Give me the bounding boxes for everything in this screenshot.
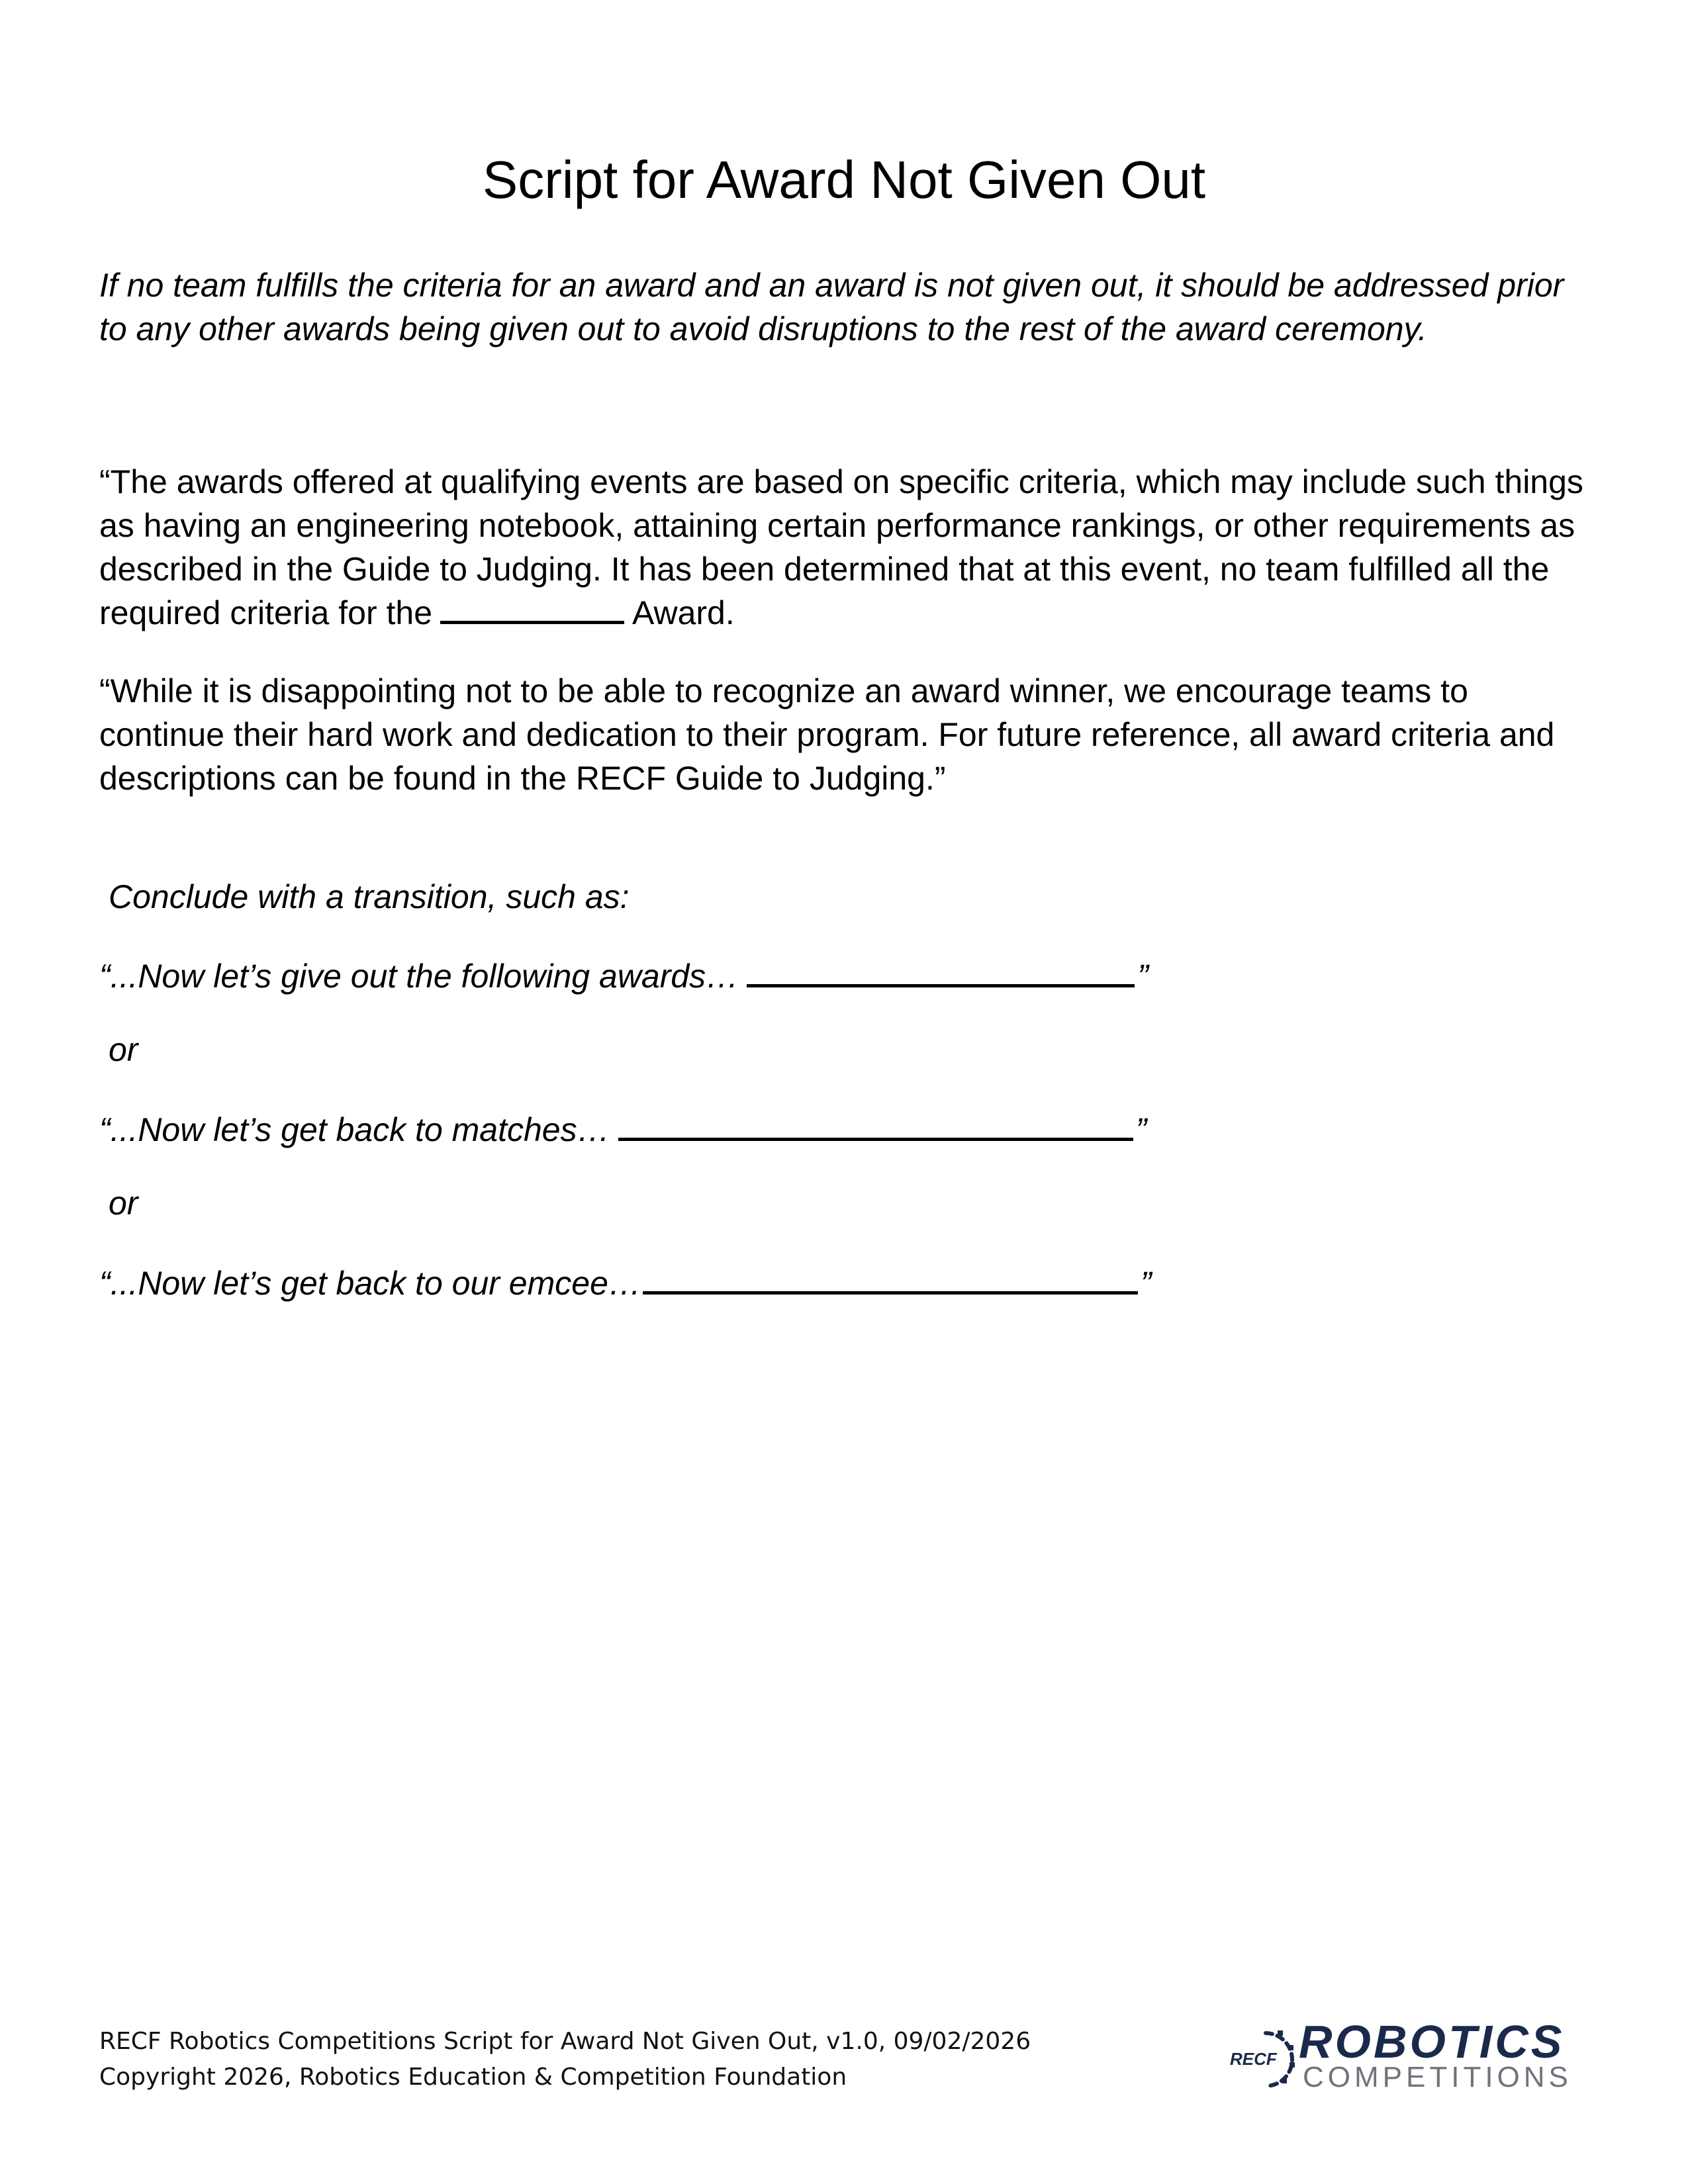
logo-robotics-text: ROBOTICS	[1299, 2016, 1565, 2068]
fill-in-blank	[643, 1258, 1138, 1295]
page-title: Script for Award Not Given Out	[482, 150, 1206, 209]
transition-intro: Conclude with a transition, such as:	[109, 878, 630, 915]
close-quote: ”	[1137, 958, 1149, 995]
transition-option-awards	[99, 951, 1149, 998]
footer	[99, 2024, 1031, 2095]
close-quote: ”	[1135, 1111, 1147, 1148]
intro-instruction: If no team fulfills the criteria for an award and an award is not given out, it should be addressed prior to any other awards being given out to avoid disruptions to the rest of the award ceremony.	[99, 267, 1564, 347]
close-quote: ”	[1140, 1265, 1152, 1302]
or-separator: or	[109, 1031, 138, 1068]
recf-robotics-logo	[1225, 2016, 1582, 2093]
or-separator: or	[109, 1185, 138, 1222]
transition-option-emcee	[99, 1258, 1152, 1305]
transition-option-matches	[99, 1105, 1147, 1152]
transition-option-awards-text: “...Now let’s give out the following awards…	[99, 958, 739, 995]
award-word: Award.	[632, 594, 735, 631]
script-paragraph-encouragement: “While it is disappointing not to be able to recognize an award winner, we encourage teams to continue their hard work and dedication to their program. For future reference, all award criteria and descriptions can be found in the RECF Guide to Judging.”	[99, 672, 1555, 797]
script-paragraph-criteria	[99, 460, 1595, 635]
fill-in-blank	[618, 1105, 1133, 1141]
transition-option-emcee-text: “...Now let’s get back to our emcee…	[99, 1265, 641, 1302]
transition-option-matches-text: “...Now let’s get back to matches…	[99, 1111, 610, 1148]
criteria-text: “The awards offered at qualifying events are based on specific criteria, which may include such things as having an engineering notebook, attaining certain performance rankings, or other requirements as described in the Guide to Judging. It has been determined that at this event, no team fulfilled all the required criteria for the	[99, 463, 1583, 631]
award-name-blank	[440, 592, 624, 624]
logo-recf-text: RECF	[1230, 2049, 1277, 2069]
footer-version-line: RECF Robotics Competitions Script for Award Not Given Out, v1.0, 09/02/2026	[99, 2028, 1031, 2055]
logo-competitions-text: COMPETITIONS	[1303, 2061, 1572, 2093]
footer-copyright-line: Copyright 2026, Robotics Education & Competition Foundation	[99, 2064, 847, 2091]
fill-in-blank	[747, 951, 1135, 987]
